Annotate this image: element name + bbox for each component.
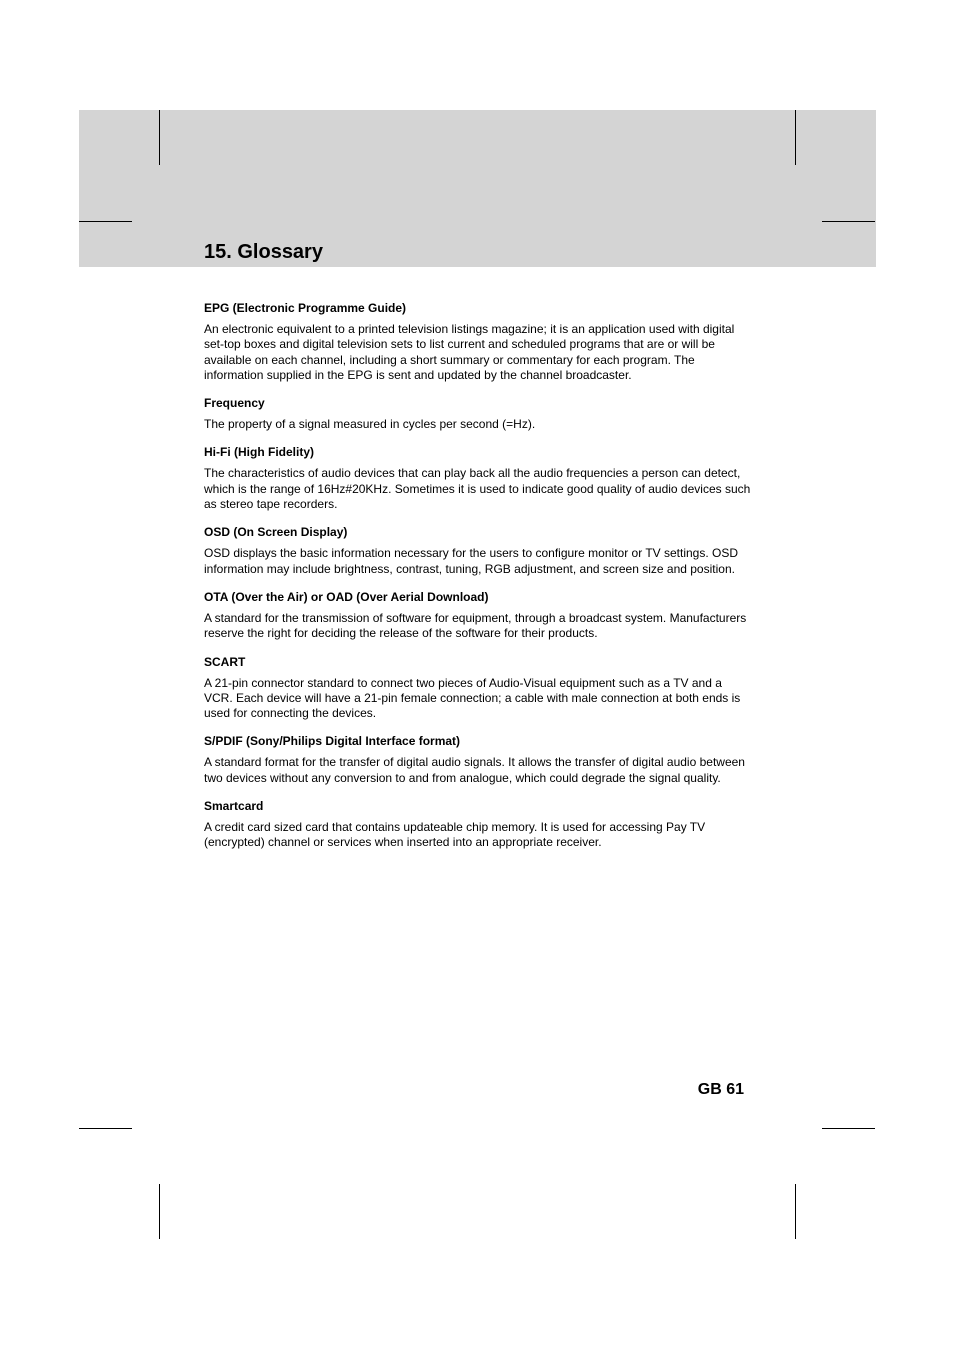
glossary-term: EPG (Electronic Programme Guide) <box>204 301 407 315</box>
page-number: GB 61 <box>697 1081 744 1098</box>
glossary-entry-ota <box>204 589 752 642</box>
page-title: 15. Glossary <box>204 241 323 263</box>
glossary-term: SCART <box>204 654 246 669</box>
glossary-term: Frequency <box>204 396 265 411</box>
glossary-definition: The property of a signal measured in cycles per second (=Hz). <box>204 417 536 432</box>
glossary-entry-scart <box>204 654 752 722</box>
glossary-definition: OSD displays the basic information necessary for the users to configure monitor or TV settings. OSD information may include brightness, contrast, tuning, RGB adjustment, and screen size and position. <box>204 546 739 576</box>
header-band <box>79 110 876 267</box>
glossary-definition: A standard for the transmission of software for equipment, through a broadcast system. Manufacturers reserve the right for deciding the release of the software for their products. <box>204 610 747 641</box>
glossary-entry-frequency <box>204 395 752 432</box>
glossary-entry-epg <box>204 300 752 383</box>
crop-mark-top-left-vertical <box>159 110 160 165</box>
glossary-definition: A 21-pin connector standard to connect two pieces of Audio-Visual equipment such as a TV and a VCR. Each device will have a 21-pin female connection; a cable with male connection at both ends is used for connecting the devices. <box>204 675 741 721</box>
glossary-entry-spdif <box>204 733 752 786</box>
glossary-term: Smartcard <box>204 799 264 814</box>
crop-mark-top-right-vertical <box>795 110 796 165</box>
crop-mark-top-left-horizontal <box>79 221 132 222</box>
glossary-entry-smartcard <box>204 798 752 851</box>
crop-mark-bottom-left-horizontal <box>79 1128 132 1129</box>
glossary-definition: The characteristics of audio devices that can play back all the audio frequencies a person can detect, which is the range of 16Hz#20KHz. Sometimes it is used to indicate good quality of audio devices such as stereo tape recorders. <box>204 466 751 512</box>
glossary-definition: A credit card sized card that contains updateable chip memory. It is used for accessing Pay TV (encrypted) channel or services when inserted into an appropriate receiver. <box>204 820 706 850</box>
glossary-definition: An electronic equivalent to a printed television listings magazine; it is an application used with digital set-top boxes and digital television sets to list current and scheduled programs that are or will be available on each channel, including a short summary or commentary for each program. The information supplied in the EPG is sent and updated by the channel broadcaster. <box>204 322 735 382</box>
glossary-term: OSD (On Screen Display) <box>204 525 348 540</box>
glossary-definition: A standard format for the transfer of digital audio signals. It allows the transfer of digital audio between two devices without any conversion to and from analogue, which could degrade the signal quality. <box>204 755 745 785</box>
glossary-entry-osd <box>204 524 752 577</box>
glossary-entry-hifi <box>204 444 752 512</box>
crop-mark-top-right-horizontal <box>822 221 875 222</box>
crop-mark-bottom-left-vertical <box>159 1184 160 1239</box>
glossary-term: S/PDIF (Sony/Philips Digital Interface format) <box>204 734 461 749</box>
glossary-list <box>204 300 752 863</box>
glossary-term: Hi-Fi (High Fidelity) <box>204 445 314 460</box>
crop-mark-bottom-right-horizontal <box>822 1128 875 1129</box>
glossary-term: OTA (Over the Air) or OAD (Over Aerial Download) <box>204 589 489 604</box>
crop-mark-bottom-right-vertical <box>795 1184 796 1239</box>
